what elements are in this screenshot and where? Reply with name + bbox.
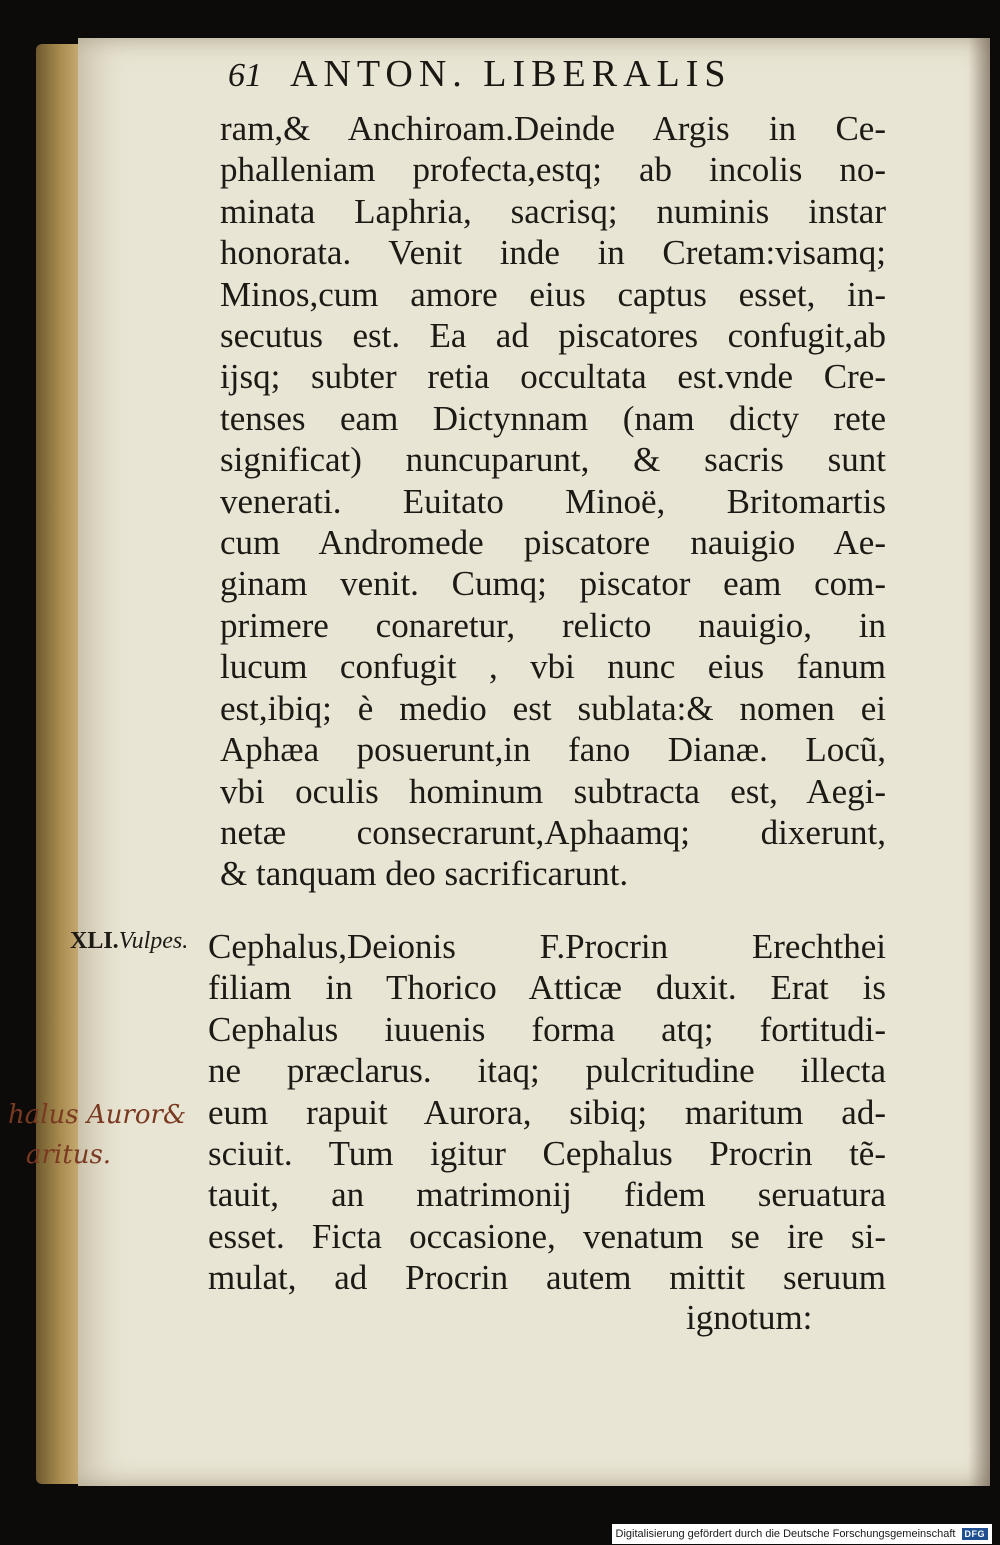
text-line: est,ibiq; è medio est sublata:& nomen ei (220, 688, 886, 728)
text-line: eum rapuit Aurora, sibiq; maritum ad- (208, 1092, 886, 1132)
running-title: ANTON. LIBERALIS (290, 53, 732, 95)
text-line: Cephalus,Deionis F.Procrin Erechthei (208, 927, 886, 966)
text-line: tenses eam Dictynnam (nam dicty rete (220, 398, 886, 438)
catchword: ignotum: (686, 1298, 813, 1337)
text-line: minata Laphria, sacrisq; numinis instar (220, 191, 886, 231)
text-line: Cephalus iuuenis forma atq; fortitudi- (208, 1009, 886, 1049)
handwritten-note: aritus. (26, 1140, 112, 1170)
text-line: significat) nuncuparunt, & sacris sunt (220, 440, 886, 480)
text-line: netæ consecrarunt,Aphaamq; dixerunt, (220, 812, 886, 852)
footer-text: Digitalisierung gefördert durch die Deutsche Forschungsgemeinschaft (615, 1528, 956, 1540)
text-line: cum Andromede piscatore nauigio Ae- (220, 523, 886, 563)
digitization-footer (612, 1524, 992, 1544)
main-text-block (220, 108, 886, 895)
text-line: sciuit. Tum igitur Cephalus Procrin tẽ- (208, 1134, 886, 1174)
dfg-logo-icon: DFG (962, 1528, 989, 1540)
text-line: tauit, an matrimonij fidem seruatura (208, 1175, 886, 1215)
text-line: ijsq; subter retia occultata est.vnde Cre- (220, 357, 886, 397)
section-text-block (208, 926, 886, 1299)
running-head (228, 52, 888, 96)
text-line: honorata. Venit inde in Cretam:visamq; (220, 233, 886, 273)
text-line: esset. Ficta occasione, venatum se ire si- (208, 1216, 886, 1256)
text-line: ginam venit. Cumq; piscator eam com- (220, 564, 886, 604)
text-line: venerati. Euitato Minoë, Britomartis (220, 481, 886, 521)
text-line: secutus est. Ea ad piscatores confugit,ab (220, 316, 886, 356)
section-margin-heading (70, 928, 188, 955)
text-line: ram,& Anchiroam.Deinde Argis in Ce- (220, 109, 886, 148)
text-line: & tanquam deo sacrificarunt. (220, 854, 629, 894)
handwritten-note: halus Auror& (8, 1100, 187, 1130)
section-number: XLI. (70, 928, 119, 954)
text-line: filiam in Thorico Atticæ duxit. Erat is (208, 968, 886, 1008)
section-title: Vulpes. (118, 928, 189, 954)
text-line: lucum confugit , vbi nunc eius fanum (220, 647, 886, 687)
text-line: mulat, ad Procrin autem mittit seruum (208, 1258, 886, 1298)
text-line: vbi oculis hominum subtracta est, Aegi- (220, 771, 886, 811)
text-line: phalleniam profecta,estq; ab incolis no- (220, 150, 886, 190)
page-number: 61 (228, 57, 262, 94)
text-line: ne præclarus. itaq; pulcritudine illecta (208, 1051, 886, 1091)
text-line: Aphæa posuerunt,in fano Dianæ. Locũ, (220, 730, 886, 770)
text-line: Minos,cum amore eius captus esset, in- (220, 274, 886, 314)
text-line: primere conaretur, relicto nauigio, in (220, 605, 886, 645)
